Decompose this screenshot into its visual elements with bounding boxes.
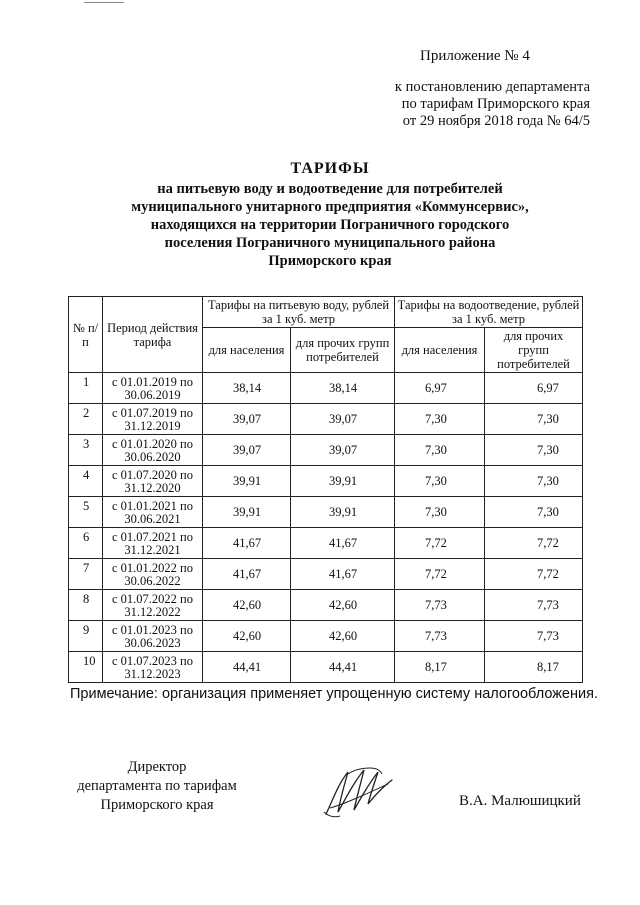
sewer-other-value: 7,30 — [485, 404, 583, 435]
row-period: с 01.01.2019 по 30.06.2019 — [103, 373, 203, 404]
sewer-other-value: 7,72 — [485, 528, 583, 559]
water-other-value: 39,07 — [291, 404, 395, 435]
row-period: с 01.01.2023 по 30.06.2023 — [103, 621, 203, 652]
water-other-value: 39,07 — [291, 435, 395, 466]
water-population-value: 38,14 — [203, 373, 291, 404]
table-row — [69, 621, 583, 652]
water-other-value: 42,60 — [291, 590, 395, 621]
sewer-population-value: 7,73 — [395, 590, 485, 621]
water-other-value: 42,60 — [291, 621, 395, 652]
row-number: 10 — [69, 652, 103, 683]
table-row — [69, 373, 583, 404]
sewer-other-value: 7,30 — [485, 497, 583, 528]
table-row — [69, 404, 583, 435]
sewer-population-value: 6,97 — [395, 373, 485, 404]
water-population-value: 39,07 — [203, 435, 291, 466]
water-population-value: 39,07 — [203, 404, 291, 435]
sewer-population-value: 7,30 — [395, 404, 485, 435]
sewer-other-value: 7,73 — [485, 590, 583, 621]
sewer-population-value: 7,30 — [395, 435, 485, 466]
water-other-value: 41,67 — [291, 528, 395, 559]
sewer-population-value: 8,17 — [395, 652, 485, 683]
decree-reference — [360, 79, 590, 130]
row-number: 9 — [69, 621, 103, 652]
subtitle-line: находящихся на территории Пограничного городского — [150, 217, 510, 233]
row-period: с 01.01.2021 по 30.06.2021 — [103, 497, 203, 528]
document-title: ТАРИФЫ — [290, 160, 370, 177]
water-other-value: 41,67 — [291, 559, 395, 590]
handwritten-signature — [318, 762, 398, 822]
water-other-value: 38,14 — [291, 373, 395, 404]
subtitle-line: муниципального унитарного предприятия «Коммунсервис», — [131, 199, 529, 215]
sewer-population-value: 7,72 — [395, 559, 485, 590]
row-number: 7 — [69, 559, 103, 590]
director-line: Приморского края — [100, 797, 214, 813]
sewer-population-value: 7,73 — [395, 621, 485, 652]
water-population-value: 39,91 — [203, 466, 291, 497]
decree-line: от 29 ноября 2018 года № 64/5 — [402, 113, 590, 129]
tariffs-table — [68, 296, 583, 683]
subtitle-line: Приморского края — [268, 253, 392, 269]
sewer-other-value: 6,97 — [485, 373, 583, 404]
row-period: с 01.07.2021 по 31.12.2021 — [103, 528, 203, 559]
table-row — [69, 497, 583, 528]
signer-name: В.А. Малюшицкий — [459, 793, 581, 809]
row-number: 3 — [69, 435, 103, 466]
tax-note: Примечание: организация применяет упрощенную систему налогообложения. — [70, 686, 598, 702]
header-period: Период действия тарифа — [103, 297, 203, 373]
table-row — [69, 528, 583, 559]
sewer-population-value: 7,72 — [395, 528, 485, 559]
table-row — [69, 590, 583, 621]
sewer-population-value: 7,30 — [395, 466, 485, 497]
row-period: с 01.01.2022 по 30.06.2022 — [103, 559, 203, 590]
water-population-value: 44,41 — [203, 652, 291, 683]
row-period: с 01.01.2020 по 30.06.2020 — [103, 435, 203, 466]
header-number: № п/п — [69, 297, 103, 373]
table-row — [69, 559, 583, 590]
row-period: с 01.07.2019 по 31.12.2019 — [103, 404, 203, 435]
director-title — [62, 758, 252, 815]
director-line: департамента по тарифам — [77, 778, 237, 794]
row-number: 4 — [69, 466, 103, 497]
header-sewer-other: для прочих групп потребителей — [485, 328, 583, 373]
header-water-population: для населения — [203, 328, 291, 373]
director-line: Директор — [127, 759, 187, 775]
row-period: с 01.07.2023 по 31.12.2023 — [103, 652, 203, 683]
table-row — [69, 466, 583, 497]
decree-line: по тарифам Приморского края — [401, 96, 590, 112]
table-row — [69, 652, 583, 683]
row-number: 2 — [69, 404, 103, 435]
header-sewer-group: Тарифы на водоотведение, рублей за 1 куб. метр — [395, 297, 583, 328]
water-population-value: 41,67 — [203, 559, 291, 590]
water-other-value: 44,41 — [291, 652, 395, 683]
water-population-value: 39,91 — [203, 497, 291, 528]
water-other-value: 39,91 — [291, 497, 395, 528]
decree-line: к постановлению департамента — [394, 79, 590, 95]
water-population-value: 41,67 — [203, 528, 291, 559]
sewer-population-value: 7,30 — [395, 497, 485, 528]
top-edge-line — [84, 2, 124, 3]
row-number: 8 — [69, 590, 103, 621]
sewer-other-value: 7,30 — [485, 435, 583, 466]
water-population-value: 42,60 — [203, 590, 291, 621]
row-period: с 01.07.2022 по 31.12.2022 — [103, 590, 203, 621]
appendix-label: Приложение № 4 — [420, 48, 530, 64]
row-number: 1 — [69, 373, 103, 404]
header-water-other: для прочих групп потребителей — [291, 328, 395, 373]
document-title-block — [70, 160, 590, 270]
sewer-other-value: 8,17 — [485, 652, 583, 683]
row-number: 5 — [69, 497, 103, 528]
row-number: 6 — [69, 528, 103, 559]
subtitle-line: на питьевую воду и водоотведение для потребителей — [157, 181, 503, 197]
table-row — [69, 435, 583, 466]
sewer-other-value: 7,30 — [485, 466, 583, 497]
water-population-value: 42,60 — [203, 621, 291, 652]
subtitle-line: поселения Пограничного муниципального района — [164, 235, 496, 251]
row-period: с 01.07.2020 по 31.12.2020 — [103, 466, 203, 497]
sewer-other-value: 7,73 — [485, 621, 583, 652]
sewer-other-value: 7,72 — [485, 559, 583, 590]
header-water-group: Тарифы на питьевую воду, рублей за 1 куб. метр — [203, 297, 395, 328]
water-other-value: 39,91 — [291, 466, 395, 497]
header-sewer-population: для населения — [395, 328, 485, 373]
